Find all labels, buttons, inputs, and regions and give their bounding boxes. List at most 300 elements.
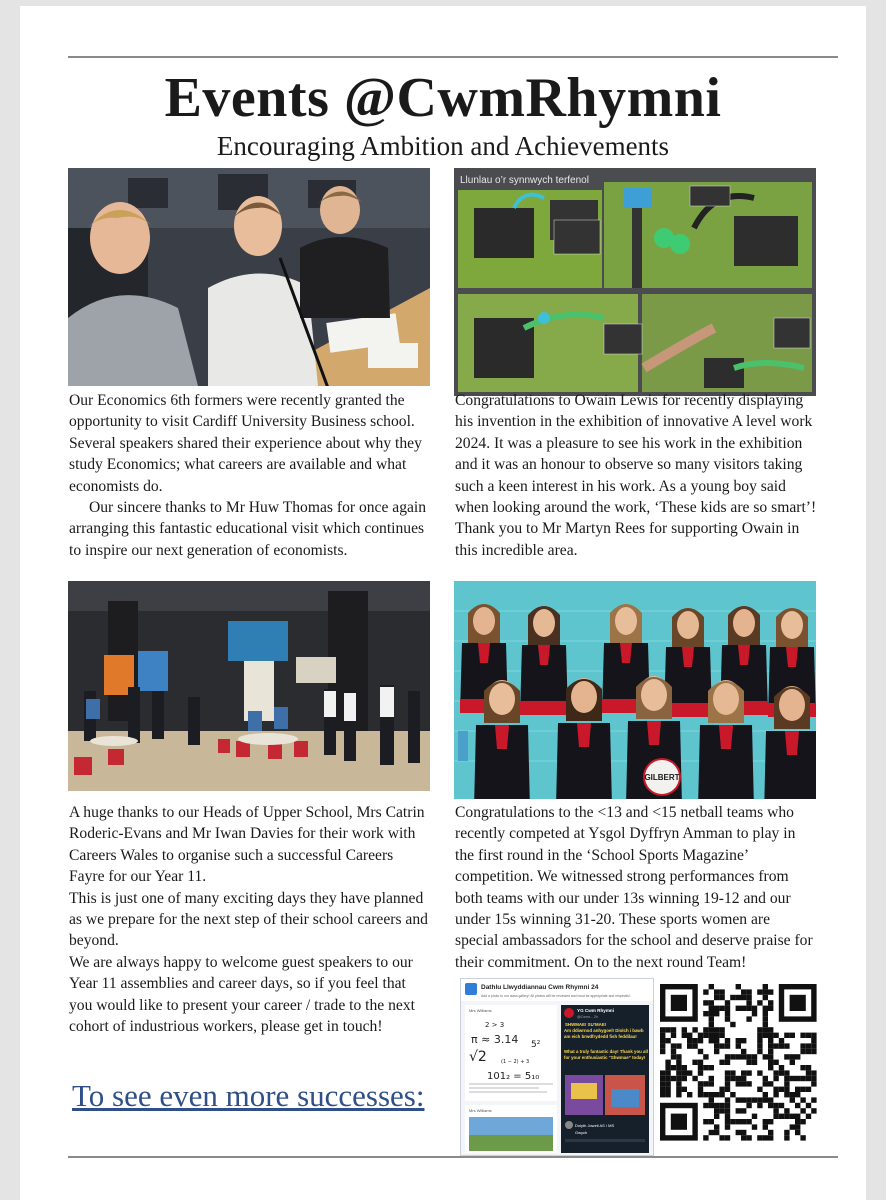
qr-module bbox=[763, 995, 768, 1000]
qr-module bbox=[725, 1000, 730, 1005]
qr-module bbox=[757, 1027, 762, 1032]
qr-module bbox=[746, 1006, 751, 1011]
qr-module bbox=[746, 1060, 751, 1065]
qr-module bbox=[773, 1060, 778, 1065]
qr-module bbox=[719, 1092, 724, 1097]
qr-module bbox=[757, 1000, 762, 1005]
qr-module bbox=[768, 1006, 773, 1011]
qr-module bbox=[752, 1006, 757, 1011]
qr-module bbox=[768, 1130, 773, 1135]
qr-module bbox=[660, 1070, 665, 1075]
qr-module bbox=[773, 1108, 778, 1113]
qr-module bbox=[779, 1103, 784, 1108]
qr-module bbox=[800, 1033, 805, 1038]
qr-module bbox=[709, 1103, 714, 1108]
qr-module bbox=[746, 1016, 751, 1021]
qr-module bbox=[768, 1081, 773, 1086]
qr-module bbox=[692, 1027, 697, 1032]
qr-module bbox=[687, 1043, 692, 1048]
qr-module bbox=[698, 1038, 703, 1043]
netball-team-photo bbox=[454, 581, 816, 799]
math-line-3: √2 bbox=[469, 1049, 487, 1065]
qr-module bbox=[763, 1119, 768, 1124]
top-divider bbox=[68, 56, 838, 58]
qr-module bbox=[806, 1070, 811, 1075]
qr-module bbox=[725, 1081, 730, 1086]
qr-module bbox=[698, 1065, 703, 1070]
qr-module bbox=[790, 1114, 795, 1119]
qr-module bbox=[725, 1016, 730, 1021]
qr-module bbox=[768, 1097, 773, 1102]
page-title: Events @CwmRhymni bbox=[164, 67, 722, 129]
qr-module bbox=[714, 1038, 719, 1043]
qr-module bbox=[698, 1070, 703, 1075]
qr-module bbox=[800, 1043, 805, 1048]
qr-module bbox=[768, 1119, 773, 1124]
qr-module bbox=[719, 1103, 724, 1108]
careers-article bbox=[69, 802, 431, 1037]
qr-module bbox=[741, 989, 746, 994]
qr-module bbox=[741, 1070, 746, 1075]
qr-module bbox=[665, 1038, 670, 1043]
qr-module bbox=[714, 1049, 719, 1054]
qr-module bbox=[811, 1070, 816, 1075]
careers-paragraph-2: This is just one of many exciting days they have planned as we prepare for the next step of their school careers and beyond. bbox=[69, 889, 428, 950]
qr-module bbox=[763, 1054, 768, 1059]
qr-module bbox=[730, 1070, 735, 1075]
qr-module bbox=[703, 1033, 708, 1038]
feed-post2-line1: SHWMAE! SU’MAE! bbox=[565, 1022, 607, 1027]
qr-module bbox=[773, 1070, 778, 1075]
qr-module bbox=[725, 1006, 730, 1011]
qr-module bbox=[768, 1000, 773, 1005]
qr-module bbox=[698, 1092, 703, 1097]
qr-module bbox=[709, 1027, 714, 1032]
qr-module bbox=[676, 1070, 681, 1075]
qr-module bbox=[773, 1092, 778, 1097]
qr-module bbox=[725, 1038, 730, 1043]
qr-module bbox=[709, 1092, 714, 1097]
qr-module bbox=[784, 1054, 789, 1059]
economics-paragraph-2: Our sincere thanks to Mr Huw Thomas for once again arranging this fantastic educational visit which continues to inspire our next generation of economists. bbox=[69, 499, 427, 559]
qr-module bbox=[752, 1114, 757, 1119]
feed-post2-author: YG Cwm Rhymni bbox=[577, 1008, 615, 1013]
qr-module bbox=[795, 1114, 800, 1119]
qr-module bbox=[800, 1119, 805, 1124]
qr-module bbox=[725, 1076, 730, 1081]
qr-module bbox=[746, 1119, 751, 1124]
qr-module bbox=[698, 1087, 703, 1092]
qr-module bbox=[741, 1108, 746, 1113]
more-successes-link[interactable]: To see even more successes: bbox=[72, 1078, 425, 1113]
qr-module bbox=[703, 1027, 708, 1032]
qr-module bbox=[741, 1119, 746, 1124]
qr-module bbox=[709, 984, 714, 989]
qr-module bbox=[709, 1022, 714, 1027]
qr-module bbox=[795, 1103, 800, 1108]
qr-module bbox=[757, 1049, 762, 1054]
qr-module bbox=[714, 989, 719, 994]
qr-module bbox=[709, 1081, 714, 1086]
qr-module bbox=[665, 1092, 670, 1097]
invention-image-heading: Llunlau o’r synnwych terfenol bbox=[460, 175, 589, 186]
qr-module bbox=[800, 1087, 805, 1092]
qr-module bbox=[665, 1076, 670, 1081]
qr-module bbox=[725, 1114, 730, 1119]
qr-module bbox=[671, 1033, 676, 1038]
qr-module bbox=[763, 1135, 768, 1140]
qr-module bbox=[757, 989, 762, 994]
qr-module bbox=[719, 1027, 724, 1032]
qr-module bbox=[768, 1033, 773, 1038]
qr-module bbox=[763, 989, 768, 994]
qr-module bbox=[665, 1081, 670, 1086]
qr-module bbox=[687, 1033, 692, 1038]
netball-article bbox=[455, 802, 817, 973]
qr-module bbox=[709, 1016, 714, 1021]
netball-ball-label: GILBERT bbox=[644, 773, 680, 782]
qr-module bbox=[736, 1076, 741, 1081]
qr-code-graphic bbox=[656, 978, 822, 1150]
qr-module bbox=[795, 1119, 800, 1124]
qr-module bbox=[800, 1076, 805, 1081]
qr-module bbox=[763, 1011, 768, 1016]
qr-module bbox=[811, 1097, 816, 1102]
qr-module bbox=[698, 1049, 703, 1054]
qr-module bbox=[736, 1130, 741, 1135]
qr-module bbox=[795, 1130, 800, 1135]
qr-module bbox=[763, 1027, 768, 1032]
qr-module bbox=[714, 1033, 719, 1038]
qr-module bbox=[773, 1087, 778, 1092]
qr-module bbox=[725, 1060, 730, 1065]
qr-module bbox=[784, 1043, 789, 1048]
qr-module bbox=[784, 1135, 789, 1140]
qr-module bbox=[795, 1054, 800, 1059]
qr-module bbox=[784, 1033, 789, 1038]
feed-post3-author: Dolyth Jowell AS / MS bbox=[575, 1123, 615, 1128]
qr-module bbox=[806, 1049, 811, 1054]
qr-module bbox=[746, 1081, 751, 1086]
qr-module bbox=[757, 1033, 762, 1038]
qr-module bbox=[784, 1081, 789, 1086]
qr-module bbox=[703, 1000, 708, 1005]
qr-module bbox=[784, 1070, 789, 1075]
math-line-2: π ≈ 3.14 bbox=[471, 1033, 519, 1046]
qr-module bbox=[763, 1016, 768, 1021]
qr-module bbox=[698, 1033, 703, 1038]
newsletter-page bbox=[20, 6, 866, 1200]
qr-module bbox=[725, 1087, 730, 1092]
math-line-5: 5² bbox=[531, 1040, 541, 1050]
qr-module bbox=[714, 1027, 719, 1032]
qr-module bbox=[746, 1000, 751, 1005]
qr-module bbox=[784, 1114, 789, 1119]
qr-module bbox=[800, 1097, 805, 1102]
feed-post1-author: Mrs Williams bbox=[469, 1008, 492, 1013]
qr-module bbox=[806, 1065, 811, 1070]
qr-module bbox=[746, 1103, 751, 1108]
qr-module bbox=[741, 995, 746, 1000]
feed-post2-line2: Am ddiwrnod anhygoel! Diolch i bawb am eich brwdfrydedd fish feddilau! bbox=[564, 1028, 644, 1039]
economics-paragraph-1: Our Economics 6th formers were recently granted the opportunity to visit Cardiff University Business school. Several speakers shared their experience about why they study Economics; what careers are available and what economists do. bbox=[69, 392, 422, 495]
qr-module bbox=[671, 1076, 676, 1081]
qr-module bbox=[676, 1081, 681, 1086]
qr-module bbox=[676, 1076, 681, 1081]
qr-module bbox=[779, 1114, 784, 1119]
qr-module bbox=[725, 1103, 730, 1108]
qr-module bbox=[736, 1081, 741, 1086]
qr-module bbox=[741, 1054, 746, 1059]
qr-module bbox=[763, 1124, 768, 1129]
qr-module bbox=[800, 1065, 805, 1070]
qr-module bbox=[768, 1135, 773, 1140]
qr-module bbox=[671, 1054, 676, 1059]
qr-module bbox=[806, 1076, 811, 1081]
page-subtitle: Encouraging Ambition and Achievements bbox=[216, 131, 670, 161]
qr-module bbox=[676, 1060, 681, 1065]
qr-module bbox=[692, 1043, 697, 1048]
math-line-1: 2 > 3 bbox=[485, 1021, 505, 1029]
qr-module bbox=[730, 1054, 735, 1059]
qr-module bbox=[714, 1108, 719, 1113]
qr-module bbox=[660, 1049, 665, 1054]
qr-module bbox=[806, 1087, 811, 1092]
qr-module bbox=[714, 1043, 719, 1048]
qr-module bbox=[773, 1103, 778, 1108]
qr-module bbox=[703, 1103, 708, 1108]
economics-article bbox=[69, 390, 431, 561]
qr-module bbox=[698, 1060, 703, 1065]
qr-module bbox=[709, 1130, 714, 1135]
bottom-divider bbox=[68, 1156, 838, 1158]
qr-module bbox=[719, 1108, 724, 1113]
qr-module bbox=[773, 1033, 778, 1038]
qr-module bbox=[725, 1097, 730, 1102]
qr-module bbox=[811, 1081, 816, 1086]
social-feed-screenshot[interactable] bbox=[460, 978, 654, 1156]
qr-module bbox=[676, 1087, 681, 1092]
qr-module bbox=[763, 1006, 768, 1011]
qr-module bbox=[703, 1119, 708, 1124]
qr-module bbox=[703, 1065, 708, 1070]
qr-module bbox=[768, 1065, 773, 1070]
qr-module bbox=[703, 1011, 708, 1016]
qr-module bbox=[795, 1087, 800, 1092]
feed-post4-author: Mrs Williams bbox=[469, 1108, 492, 1113]
qr-module bbox=[784, 1108, 789, 1113]
qr-module bbox=[682, 1087, 687, 1092]
qr-module bbox=[736, 984, 741, 989]
qr-module bbox=[806, 1114, 811, 1119]
qr-module bbox=[784, 1092, 789, 1097]
feed-post2-handle: @Cwmr... 2h bbox=[577, 1015, 598, 1019]
qr-module bbox=[811, 1038, 816, 1043]
qr-module bbox=[676, 1065, 681, 1070]
qr-module bbox=[703, 1081, 708, 1086]
qr-module bbox=[790, 1033, 795, 1038]
qr-module bbox=[746, 1054, 751, 1059]
qr-module bbox=[763, 1081, 768, 1086]
qr-module bbox=[682, 1070, 687, 1075]
qr-module bbox=[665, 1027, 670, 1032]
qr-module bbox=[714, 1011, 719, 1016]
qr-module bbox=[768, 1049, 773, 1054]
qr-module bbox=[779, 1070, 784, 1075]
qr-module bbox=[779, 1087, 784, 1092]
qr-module bbox=[660, 1081, 665, 1086]
qr-module bbox=[725, 1135, 730, 1140]
qr-module bbox=[719, 1033, 724, 1038]
qr-module bbox=[730, 1092, 735, 1097]
qr-module bbox=[746, 995, 751, 1000]
qr-module bbox=[736, 995, 741, 1000]
qr-module bbox=[757, 1043, 762, 1048]
qr-module bbox=[741, 1006, 746, 1011]
qr-module bbox=[665, 1087, 670, 1092]
qr-module bbox=[741, 1076, 746, 1081]
qr-module bbox=[757, 1097, 762, 1102]
careers-paragraph-3: We are always happy to welcome guest speakers to our Year 11 assemblies and career days, so if you feel that you would like to present your career / trade to the next cohort of industrious workers, please get in touch! bbox=[69, 953, 415, 1036]
qr-module bbox=[752, 1124, 757, 1129]
qr-module bbox=[741, 1097, 746, 1102]
qr-module bbox=[800, 1108, 805, 1113]
qr-module bbox=[763, 1092, 768, 1097]
qr-module bbox=[719, 1135, 724, 1140]
qr-module bbox=[736, 1006, 741, 1011]
qr-module bbox=[773, 1043, 778, 1048]
qr-module bbox=[687, 1092, 692, 1097]
qr-module bbox=[671, 1043, 676, 1048]
qr-module bbox=[736, 1043, 741, 1048]
qr-module bbox=[763, 1022, 768, 1027]
qr-module bbox=[671, 1049, 676, 1054]
qr-module bbox=[741, 1038, 746, 1043]
qr-module bbox=[709, 1076, 714, 1081]
qr-module bbox=[768, 989, 773, 994]
qr-module bbox=[730, 1022, 735, 1027]
qr-module bbox=[709, 1038, 714, 1043]
qr-module bbox=[665, 1065, 670, 1070]
qr-module bbox=[709, 1065, 714, 1070]
qr-module bbox=[709, 1006, 714, 1011]
qr-module bbox=[768, 1060, 773, 1065]
qr-module bbox=[757, 1135, 762, 1140]
qr-module bbox=[682, 1027, 687, 1032]
qr-module bbox=[746, 1070, 751, 1075]
qr-module bbox=[779, 1065, 784, 1070]
qr-module bbox=[757, 1087, 762, 1092]
qr-module bbox=[790, 1097, 795, 1102]
qr-module bbox=[768, 1027, 773, 1032]
math-line-4: 101₂ = 5₁₀ bbox=[487, 1071, 540, 1082]
qr-module bbox=[660, 1092, 665, 1097]
qr-module bbox=[746, 989, 751, 994]
qr-module bbox=[752, 1011, 757, 1016]
qr-module bbox=[811, 1076, 816, 1081]
qr-module bbox=[698, 1081, 703, 1086]
qr-module bbox=[719, 995, 724, 1000]
feed-post2-line3: What a truly fantastic day! Thank you all for your enthusiastic “Shwmae” today! bbox=[564, 1049, 648, 1060]
qr-module bbox=[779, 1038, 784, 1043]
qr-module bbox=[811, 1033, 816, 1038]
qr-module bbox=[736, 1119, 741, 1124]
qr-module bbox=[790, 1092, 795, 1097]
qr-module bbox=[703, 1092, 708, 1097]
qr-module bbox=[725, 1108, 730, 1113]
qr-module bbox=[757, 1103, 762, 1108]
qr-module bbox=[736, 1108, 741, 1113]
qr-module bbox=[660, 1043, 665, 1048]
qr-module bbox=[692, 1076, 697, 1081]
qr-module bbox=[763, 1033, 768, 1038]
feed-post3-line1: Gwych bbox=[575, 1130, 588, 1135]
qr-module bbox=[725, 1043, 730, 1048]
feed-header: Dathlu Llwyddiannau Cwm Rhymni 24 bbox=[481, 984, 599, 991]
qr-module bbox=[800, 1135, 805, 1140]
qr-module bbox=[676, 1054, 681, 1059]
qr-finder-pattern bbox=[671, 1114, 687, 1130]
qr-module bbox=[730, 1076, 735, 1081]
qr-module bbox=[795, 1092, 800, 1097]
qr-finder-pattern bbox=[790, 995, 806, 1011]
qr-module bbox=[811, 1049, 816, 1054]
qr-module bbox=[660, 1033, 665, 1038]
qr-module bbox=[719, 1060, 724, 1065]
qr-module bbox=[790, 1054, 795, 1059]
qr-module bbox=[773, 1076, 778, 1081]
qr-module bbox=[806, 1103, 811, 1108]
qr-module bbox=[784, 1076, 789, 1081]
qr-module bbox=[676, 1092, 681, 1097]
qr-module bbox=[811, 1108, 816, 1113]
math-line-6: (1 − 2) + 3 bbox=[501, 1059, 530, 1065]
qr-module bbox=[665, 1070, 670, 1075]
qr-module bbox=[795, 1124, 800, 1129]
feed-subheader: Add a photo to our class gallery! All photos will be reviewed and must be appropriate and respectful. bbox=[481, 994, 631, 998]
qr-module bbox=[671, 1027, 676, 1032]
invention-photo bbox=[454, 168, 816, 396]
qr-module bbox=[714, 1006, 719, 1011]
qr-module bbox=[741, 1135, 746, 1140]
qr-module bbox=[703, 989, 708, 994]
qr-module bbox=[779, 1043, 784, 1048]
qr-module bbox=[752, 1060, 757, 1065]
qr-module bbox=[709, 1033, 714, 1038]
qr-module bbox=[757, 1070, 762, 1075]
qr-code[interactable] bbox=[656, 978, 822, 1150]
qr-module bbox=[725, 1011, 730, 1016]
qr-module bbox=[714, 1124, 719, 1129]
qr-module bbox=[768, 1054, 773, 1059]
qr-module bbox=[687, 1070, 692, 1075]
qr-module bbox=[714, 995, 719, 1000]
qr-finder-pattern bbox=[671, 995, 687, 1011]
qr-module bbox=[725, 1070, 730, 1075]
qr-module bbox=[752, 1097, 757, 1102]
qr-module bbox=[665, 1060, 670, 1065]
qr-module bbox=[714, 1092, 719, 1097]
economics-photo bbox=[68, 168, 430, 386]
qr-module bbox=[719, 1006, 724, 1011]
qr-module bbox=[757, 1038, 762, 1043]
careers-fayre-photo bbox=[68, 581, 430, 791]
qr-module bbox=[703, 1054, 708, 1059]
qr-module bbox=[660, 1027, 665, 1032]
qr-module bbox=[741, 1081, 746, 1086]
qr-module bbox=[709, 1011, 714, 1016]
qr-module bbox=[725, 1054, 730, 1059]
